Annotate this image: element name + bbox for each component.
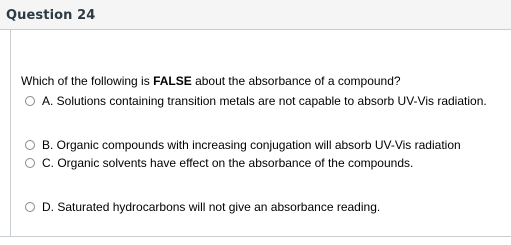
- panel-divider: [0, 236, 10, 237]
- question-text: [21, 74, 401, 88]
- question-text-emphasis: FALSE: [153, 74, 192, 88]
- question-text-suffix: about the absorbance of a compound?: [191, 74, 401, 88]
- answer-label-b[interactable]: B. Organic compounds with increasing conjugation will absorb UV-Vis radiation: [42, 138, 461, 152]
- question-text-prefix: Which of the following is: [21, 74, 154, 88]
- answer-label-c[interactable]: C. Organic solvents have effect on the absorbance of the compounds.: [42, 156, 414, 170]
- radio-button-d[interactable]: [25, 202, 35, 212]
- question-header: [0, 0, 511, 30]
- answer-option-a[interactable]: [25, 93, 487, 109]
- answer-option-c[interactable]: [25, 155, 413, 171]
- answer-label-a[interactable]: A. Solutions containing transition metals are not capable to absorb UV-Vis radiation.: [42, 94, 487, 108]
- answer-option-d[interactable]: [25, 199, 380, 215]
- radio-button-a[interactable]: [25, 96, 35, 106]
- question-title: Question 24: [6, 8, 96, 23]
- radio-button-c[interactable]: [25, 158, 35, 168]
- answer-label-d[interactable]: D. Saturated hydrocarbons will not give an absorbance reading.: [42, 200, 381, 214]
- radio-button-b[interactable]: [25, 140, 35, 150]
- answer-option-b[interactable]: [25, 137, 461, 153]
